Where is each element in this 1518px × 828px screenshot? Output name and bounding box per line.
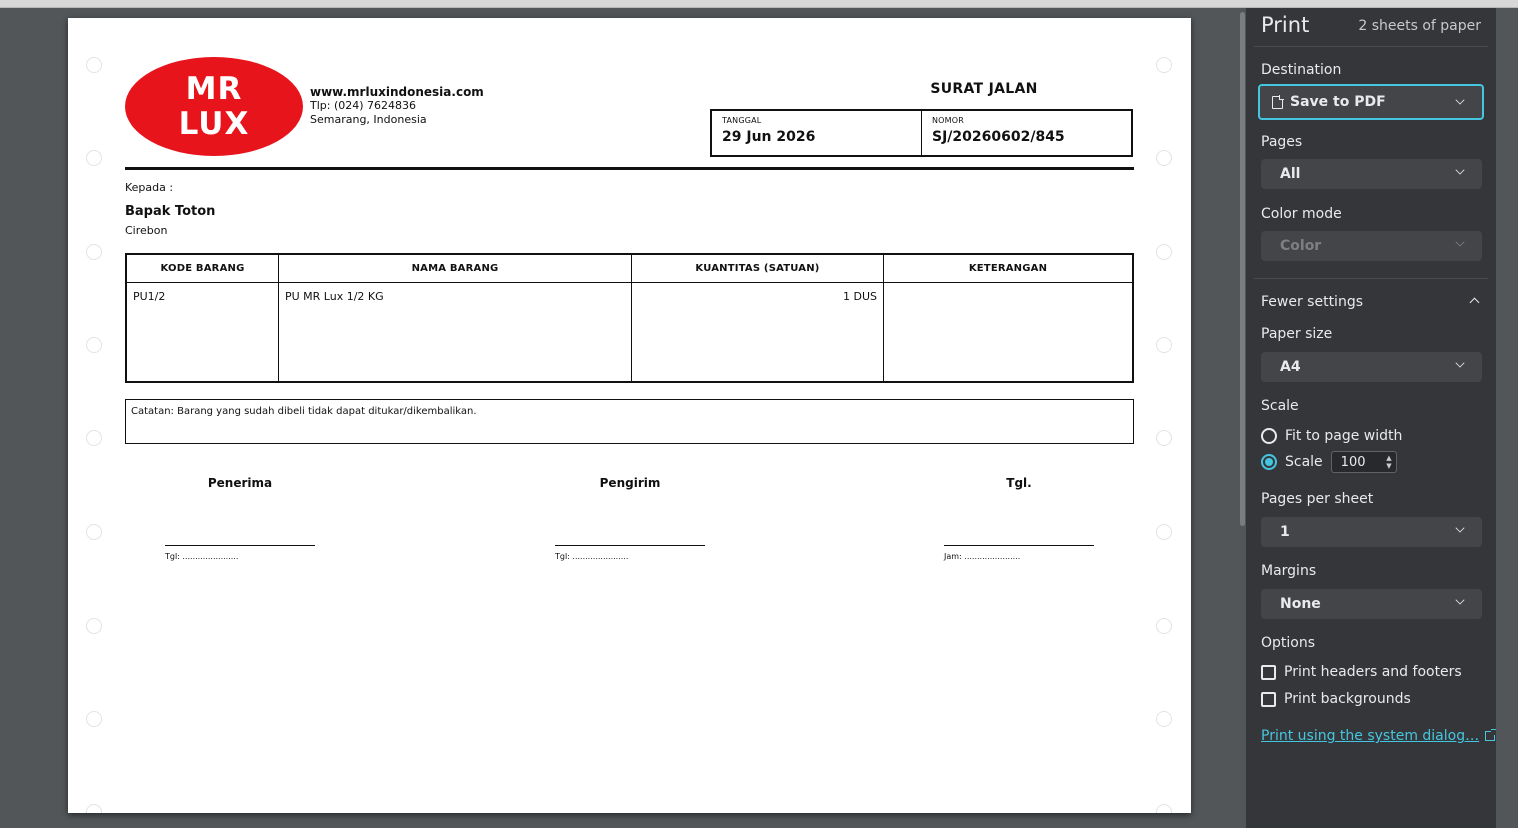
margins-label: Margins: [1261, 563, 1317, 579]
column-header: KODE BARANG: [160, 263, 245, 274]
browser-top-strip: [0, 0, 1518, 8]
items-table: [125, 253, 1134, 383]
pages-per-sheet-value: 1: [1280, 524, 1290, 540]
signature-title: Tgl.: [1006, 476, 1032, 490]
pages-select[interactable]: [1261, 159, 1482, 189]
options-label: Options: [1261, 635, 1316, 651]
punch-hole: [86, 524, 102, 540]
document-title: SURAT JALAN: [930, 81, 1038, 97]
chevron-down-icon: [1455, 95, 1464, 104]
punch-hole: [86, 244, 102, 260]
radio-circle: [1261, 428, 1277, 444]
chevron-down-icon: [1455, 237, 1464, 246]
chevron-down-icon: [1455, 595, 1464, 604]
company-info: [310, 85, 484, 127]
number-label: NOMOR: [932, 116, 965, 125]
paper-size-value: A4: [1280, 359, 1301, 375]
destination-label: Destination: [1261, 62, 1342, 78]
checkbox-box: [1261, 692, 1276, 707]
backgrounds-label: Print backgrounds: [1284, 691, 1411, 707]
punch-hole: [1156, 711, 1172, 727]
margins-select[interactable]: [1261, 589, 1482, 619]
table-cell: PU MR Lux 1/2 KG: [278, 283, 631, 381]
radio-circle-selected: [1261, 454, 1277, 470]
punch-hole: [1156, 150, 1172, 166]
system-dialog-label: Print using the system dialog…: [1261, 728, 1480, 744]
paper-size-label: Paper size: [1261, 326, 1333, 342]
color-mode-label: Color mode: [1261, 206, 1342, 222]
color-mode-select[interactable]: [1261, 231, 1482, 261]
document-icon: [1272, 96, 1283, 109]
pages-per-sheet-label: Pages per sheet: [1261, 491, 1374, 507]
note-box: Catatan: Barang yang sudah dibeli tidak dapat ditukar/dikembalikan.: [125, 399, 1134, 444]
panel-title: Print: [1261, 13, 1310, 37]
chevron-down-icon: [1455, 358, 1464, 367]
panel-divider: [1254, 46, 1488, 47]
punch-hole: [1156, 524, 1172, 540]
punch-hole: [86, 150, 102, 166]
panel-divider: [1254, 278, 1488, 279]
signature-sender: [555, 476, 705, 561]
punch-hole: [1156, 244, 1172, 260]
column-header: KETERANGAN: [883, 255, 1132, 282]
date-value: 29 Jun 2026: [722, 129, 816, 145]
pages-label: Pages: [1261, 134, 1303, 150]
column-header: KUANTITAS (SATUAN): [631, 255, 883, 282]
number-value: SJ/20260602/845: [932, 129, 1065, 145]
punch-hole: [1156, 57, 1172, 73]
scale-value: 100: [1340, 454, 1366, 470]
system-dialog-link[interactable]: [1261, 728, 1495, 744]
headers-footers-checkbox[interactable]: [1261, 664, 1462, 680]
company-city: Semarang, Indonesia: [310, 113, 427, 126]
punch-hole: [1156, 804, 1172, 813]
sheet-count: 2 sheets of paper: [1358, 18, 1481, 34]
preview-scrollbar[interactable]: [1240, 12, 1245, 526]
punch-hole: [1156, 430, 1172, 446]
signature-title: Penerima: [207, 476, 273, 490]
headers-footers-label: Print headers and footers: [1284, 664, 1462, 680]
date-label: TANGGAL: [722, 116, 762, 125]
fewer-settings-toggle[interactable]: [1261, 294, 1482, 310]
destination-select[interactable]: [1258, 84, 1484, 120]
logo-text-line2: LUX: [178, 105, 250, 142]
chevron-down-icon: [1455, 165, 1464, 174]
table-header: [127, 255, 1132, 283]
column-header: NAMA BARANG: [278, 255, 631, 282]
signature-footer: Tgl: ......................: [165, 552, 239, 561]
paper-size-select[interactable]: [1261, 352, 1482, 382]
custom-scale-label: Scale: [1285, 454, 1323, 470]
customer-name: Bapak Toton: [125, 204, 216, 219]
scale-label: Scale: [1261, 398, 1299, 414]
table-cell: 1 DUS: [631, 283, 883, 381]
company-website: www.mrluxindonesia.com: [310, 85, 484, 99]
fit-to-page-label: Fit to page width: [1285, 428, 1403, 444]
logo-text-line1: MR: [185, 70, 243, 107]
signature-receiver: [165, 476, 315, 561]
stepper-icon[interactable]: ▲ ▼: [1386, 454, 1392, 470]
scale-input[interactable]: [1331, 451, 1397, 473]
print-settings-panel: [1246, 8, 1496, 828]
chevron-down-icon: [1455, 523, 1464, 532]
custom-scale-radio[interactable]: [1261, 451, 1397, 473]
header-divider: [125, 167, 1134, 170]
chevron-up-icon: [1470, 298, 1480, 308]
backgrounds-checkbox[interactable]: [1261, 691, 1411, 707]
fewer-settings-label: Fewer settings: [1261, 294, 1363, 310]
fit-to-page-radio[interactable]: [1261, 428, 1402, 444]
margins-value: None: [1280, 596, 1321, 612]
table-cell: [883, 283, 1132, 381]
signature-line: [165, 545, 315, 546]
signature-date: [944, 476, 1094, 561]
punch-hole: [86, 337, 102, 353]
signature-footer: Tgl: ......................: [555, 552, 629, 561]
checkbox-box: [1261, 665, 1276, 680]
company-phone: Tlp: (024) 7624836: [310, 99, 417, 112]
destination-value: Save to PDF: [1290, 94, 1386, 110]
table-cell: PU1/2: [133, 290, 166, 303]
pages-value: All: [1280, 166, 1301, 182]
number-cell: [921, 111, 1131, 155]
punch-hole: [86, 430, 102, 446]
signature-footer: Jam: ......................: [944, 552, 1021, 561]
pages-per-sheet-select[interactable]: [1261, 517, 1482, 547]
signature-title: Pengirim: [599, 476, 661, 490]
document-info-box: [710, 109, 1133, 157]
punch-hole: [86, 804, 102, 813]
external-link-icon: [1485, 731, 1495, 741]
preview-page: [68, 18, 1191, 813]
punch-hole: [86, 618, 102, 634]
punch-hole: [86, 57, 102, 73]
recipient-label: Kepada :: [125, 181, 174, 194]
table-row: [127, 283, 1132, 381]
punch-hole: [1156, 337, 1172, 353]
signature-line: [555, 545, 705, 546]
punch-hole: [86, 711, 102, 727]
signature-line: [944, 545, 1094, 546]
window-edge: [1496, 8, 1518, 828]
punch-hole: [1156, 618, 1172, 634]
color-mode-value: Color: [1280, 238, 1322, 254]
company-logo: [125, 57, 303, 156]
date-cell: [712, 111, 921, 155]
customer-city: Cirebon: [125, 224, 168, 237]
